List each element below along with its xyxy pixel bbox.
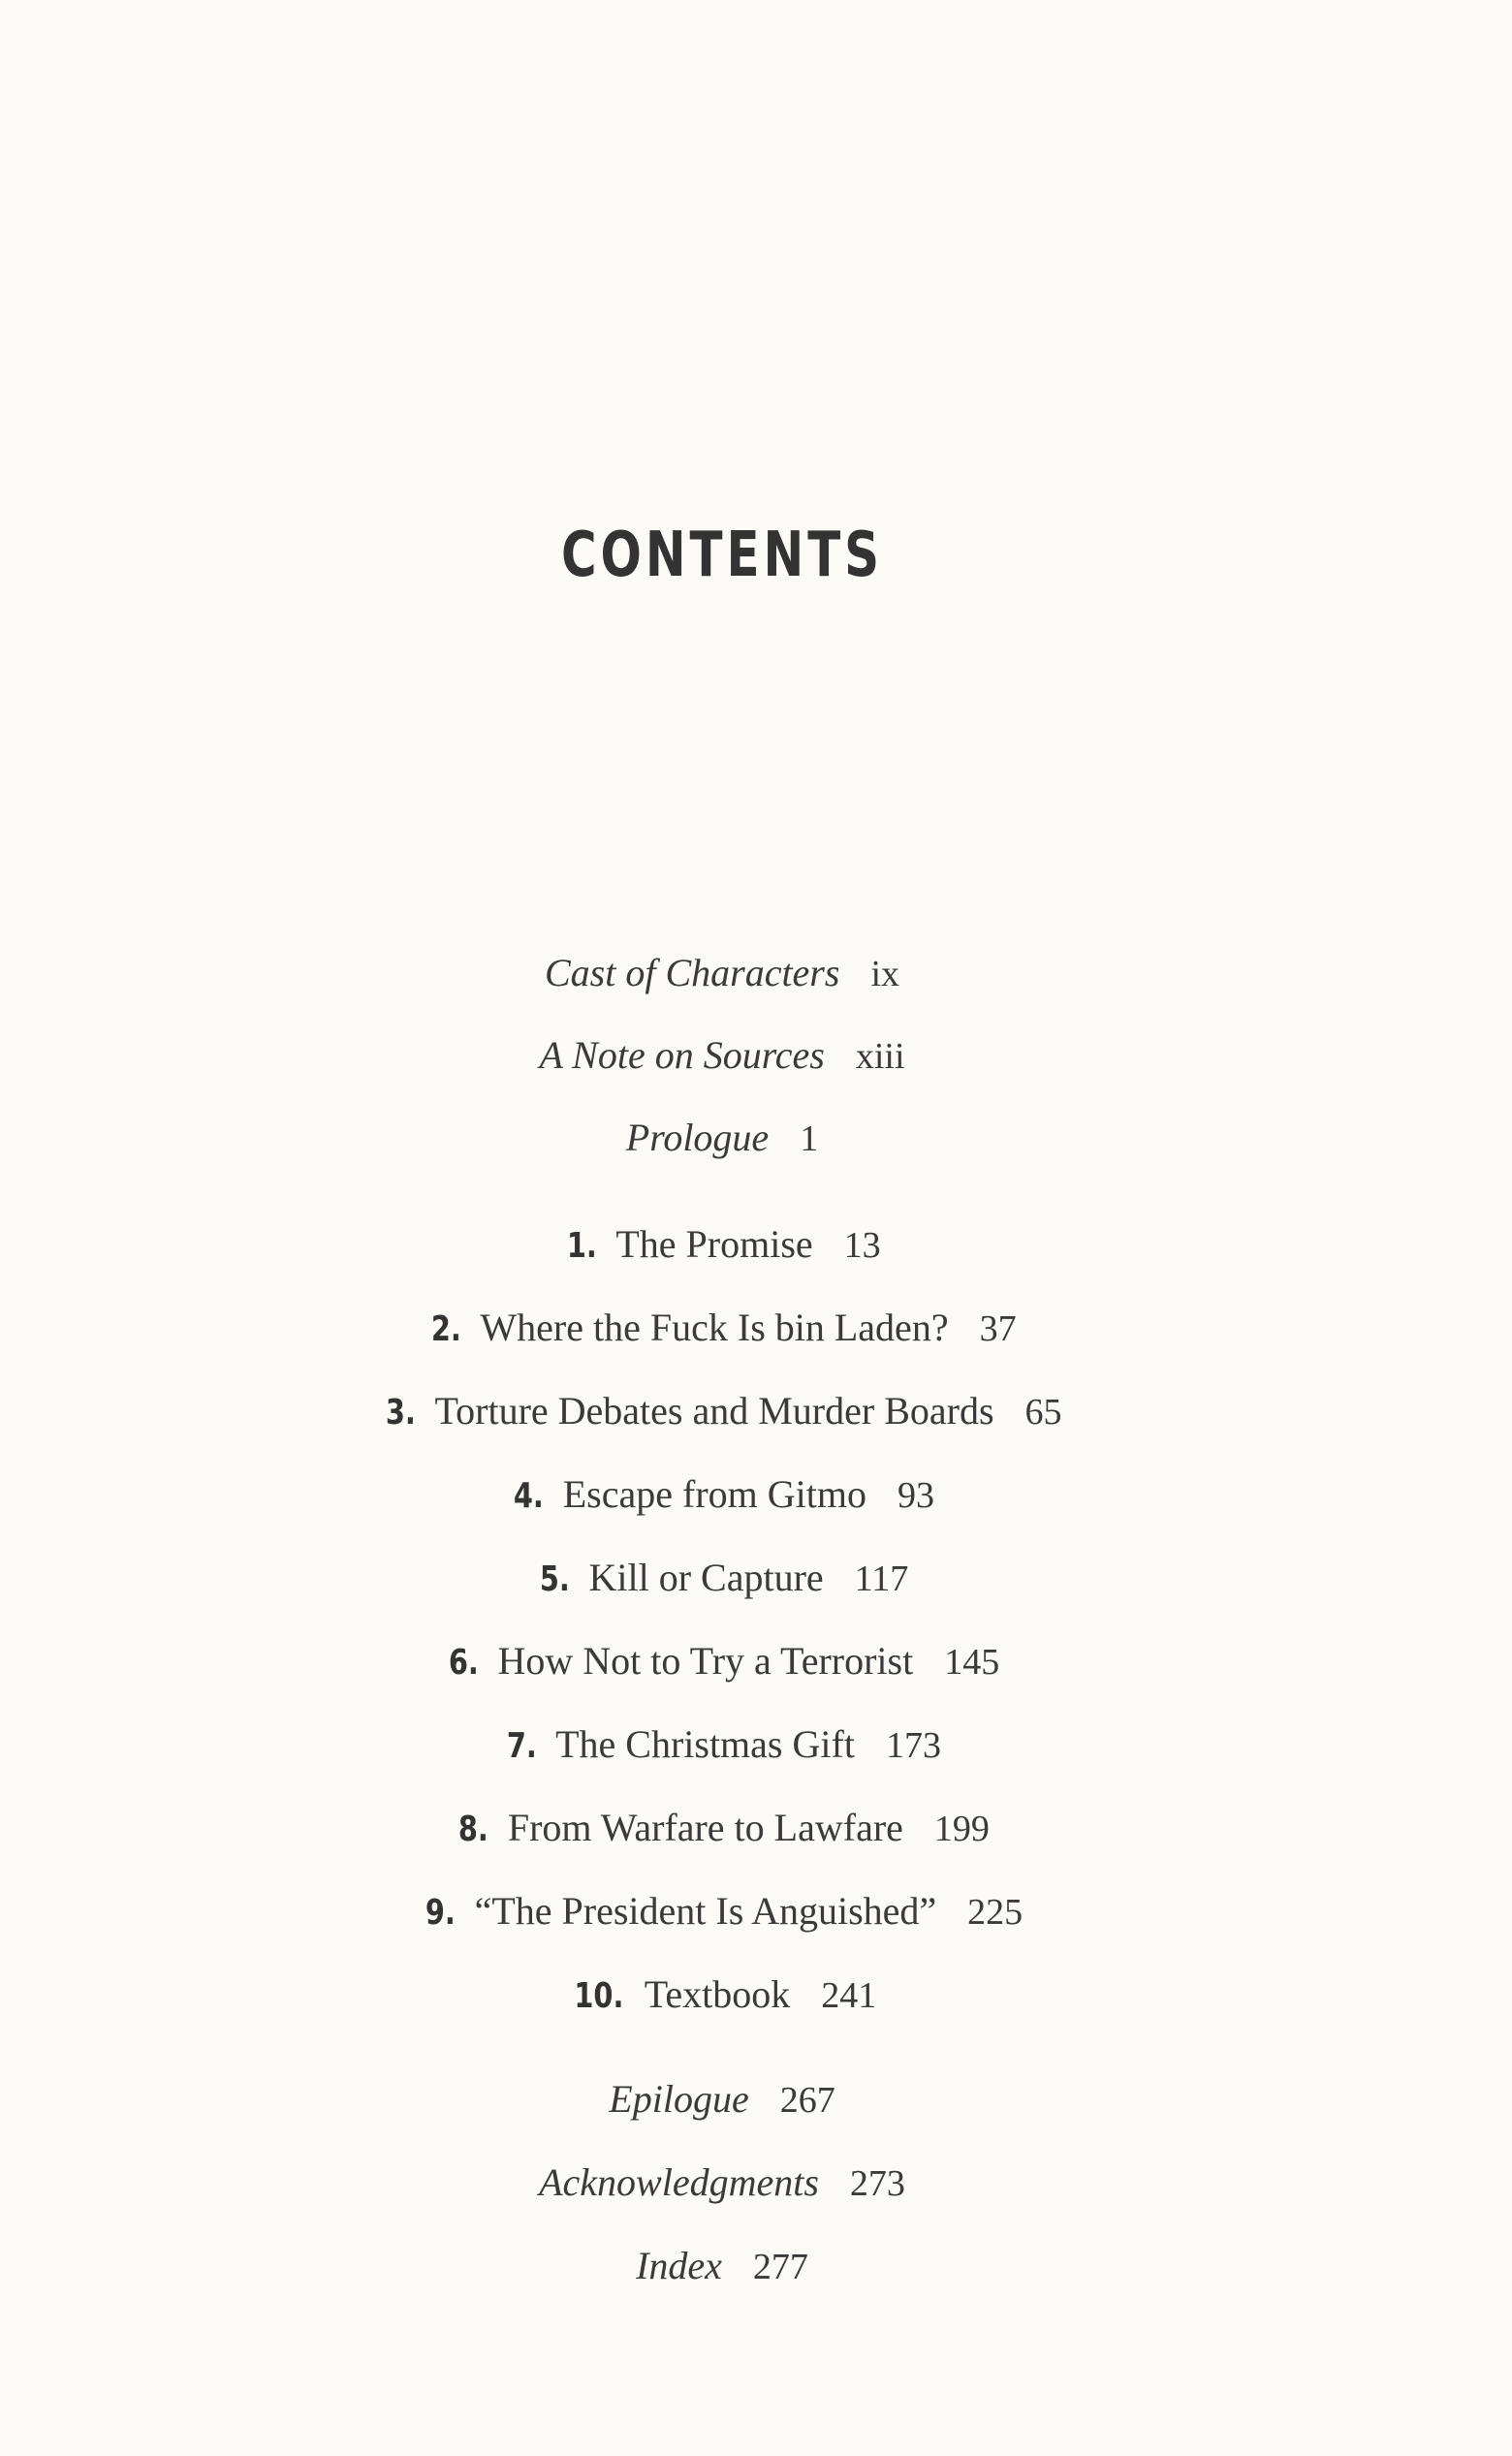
entry-page-number: 267 [779,2080,835,2121]
page-title: CONTENTS [561,520,883,591]
entry-page-number: 225 [967,1892,1024,1933]
entry-title: The Christmas Gift [555,1722,855,1766]
entry-title: Where the Fuck Is bin Laden? [480,1306,949,1349]
entry-title: Textbook [644,1972,791,2016]
chapter-number: 1. [567,1226,598,1266]
entry-title: A Note on Sources [539,1033,825,1077]
chapter-number: 5. [539,1559,570,1599]
entry-title: The Promise [615,1222,813,1266]
entry-title: From Warfare to Lawfare [507,1806,903,1849]
chapter-number: 6. [448,1643,479,1683]
chapter-number: 2. [431,1309,462,1349]
toc-entry-back-2[interactable] [0,2243,1444,2288]
entry-page-number: 241 [821,1975,877,2016]
chapter-number: 7. [506,1726,537,1766]
entry-title: Cast of Characters [544,951,840,994]
entry-page-number: 277 [752,2247,808,2287]
entry-page-number: 13 [843,1225,881,1266]
entry-page-number: 117 [854,1559,909,1599]
toc-entry-back-0[interactable] [0,2076,1444,2122]
toc-entry-chapter-1[interactable] [0,1221,1444,1267]
toc-entry-back-1[interactable] [0,2159,1444,2205]
chapter-number: 4. [513,1476,544,1516]
toc-entry-front-2[interactable] [0,1115,1444,1160]
toc-entry-chapter-3[interactable] [0,1388,1444,1433]
entry-page-number: 37 [979,1308,1017,1349]
entry-page-number: 199 [933,1809,990,1849]
entry-page-number: 65 [1024,1392,1062,1433]
entry-page-number: 1 [800,1118,819,1159]
entry-title: Acknowledgments [539,2160,819,2204]
toc-entry-front-0[interactable] [0,950,1444,995]
toc-entry-front-1[interactable] [0,1032,1444,1078]
entry-page-number: 173 [885,1725,941,1766]
entry-title: Prologue [625,1116,770,1159]
entry-page-number: 93 [897,1475,934,1516]
toc-entry-chapter-10[interactable] [0,1971,1444,2017]
toc-entry-chapter-2[interactable] [0,1305,1444,1350]
toc-entry-chapter-7[interactable] [0,1721,1444,1767]
entry-page-number: xiii [855,1036,905,1077]
toc-entry-chapter-4[interactable] [0,1471,1444,1517]
entry-title: “The President Is Anguished” [474,1889,937,1933]
entry-title: Index [636,2244,722,2287]
chapter-number: 8. [457,1810,488,1849]
entry-title: Escape from Gitmo [562,1472,866,1516]
toc-entry-chapter-6[interactable] [0,1638,1444,1684]
entry-title: How Not to Try a Terrorist [497,1639,914,1683]
entry-page-number: 273 [849,2163,905,2204]
toc-entry-chapter-9[interactable] [0,1888,1444,1934]
chapter-number: 9. [425,1893,456,1933]
toc-entry-chapter-5[interactable] [0,1555,1444,1600]
chapter-number: 10. [574,1976,624,2016]
chapter-number: 3. [386,1393,417,1433]
entry-title: Kill or Capture [588,1556,824,1599]
entry-title: Epilogue [609,2077,749,2121]
entry-page-number: ix [870,954,900,994]
entry-title: Torture Debates and Murder Boards [434,1389,994,1433]
entry-page-number: 145 [944,1642,1000,1683]
toc-entry-chapter-8[interactable] [0,1805,1444,1850]
